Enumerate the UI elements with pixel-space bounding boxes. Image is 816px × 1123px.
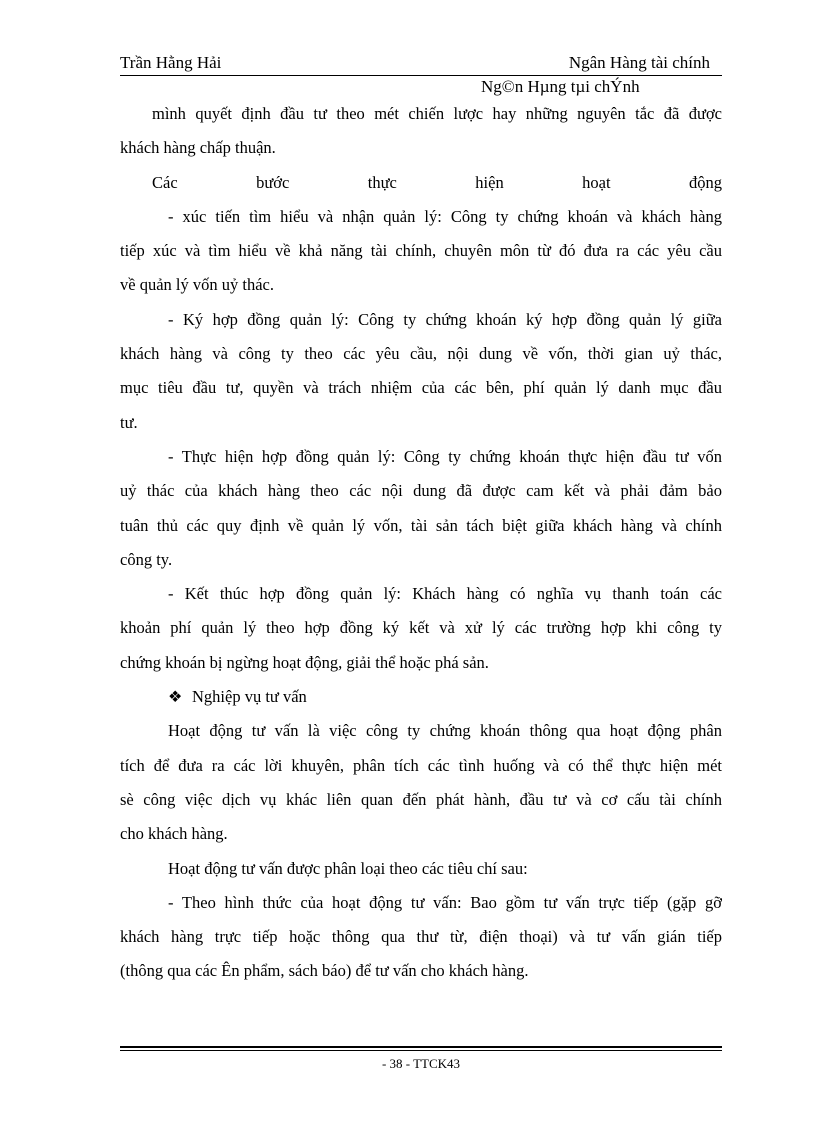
header-section: Ngân Hàng tài chính xyxy=(568,53,710,72)
body-line: cho khách hàng. xyxy=(120,824,228,844)
body-line: khách hàng chấp thuận. xyxy=(120,138,276,158)
body-line: chứng khoán bị ngừng hoạt động, giải thể hoặc phá sản. xyxy=(120,652,489,672)
body-line: uỷ thác của khách hàng theo các nội dung đã được cam kết và phải đảm bảo xyxy=(120,481,722,501)
footer-rule-thick xyxy=(120,1046,722,1048)
body-line: tích để đưa ra các lời khuyên, phân tích các tình huống và có thể thực hiện mét xyxy=(120,755,722,775)
body-line: sè công việc dịch vụ khác liên quan đến phát hành, đầu tư và cơ cấu tài chính xyxy=(120,789,722,809)
body-line: - Ký hợp đồng quản lý: Công ty chứng khoán ký hợp đồng quản lý giữa xyxy=(168,309,722,329)
page-header xyxy=(120,50,722,76)
header-rule xyxy=(120,75,722,76)
body-line: tư. xyxy=(120,412,138,432)
header-garbled-subtitle: Ng©n Hµng tµi chÝnh xyxy=(481,77,640,96)
footer-rule-thin xyxy=(120,1050,722,1051)
body-line: - Kết thúc hợp đồng quản lý: Khách hàng có nghĩa vụ thanh toán các xyxy=(168,584,722,604)
body-line: - xúc tiến tìm hiểu và nhận quản lý: Công ty chứng khoán và khách hàng xyxy=(168,206,722,226)
body-line: khoản phí quản lý theo hợp đồng ký kết và xử lý các trường hợp khi công ty xyxy=(120,618,722,638)
body-line: Hoạt động tư vấn là việc công ty chứng khoán thông qua hoạt động phân xyxy=(168,721,722,741)
body-line: công ty. xyxy=(120,549,173,569)
header-author: Trần Hằng Hải xyxy=(120,53,222,72)
body-line: mình quyết định đầu tư theo mét chiến lược hay những nguyên tắc đã được xyxy=(152,104,722,123)
body-line: mục tiêu đầu tư, quyền và trách nhiệm của các bên, phí quản lý danh mục đầu xyxy=(120,378,722,398)
page-number: - 38 - TTCK43 xyxy=(381,1056,461,1071)
section-heading-text: Nghiệp vụ tư vấn xyxy=(192,687,307,707)
body-line: tiếp xúc và tìm hiểu về khả năng tài chính, chuyên môn từ đó đưa ra các yêu cầu xyxy=(120,241,722,261)
body-line: khách hàng và công ty theo các yêu cầu, nội dung về vốn, thời gian uỷ thác, xyxy=(120,344,722,364)
body-line: Hoạt động tư vấn được phân loại theo các tiêu chí sau: xyxy=(168,858,528,878)
body-line: khách hàng trực tiếp hoặc thông qua thư từ, điện thoại) và tư vấn gián tiếp xyxy=(120,927,722,947)
document-body xyxy=(120,100,722,992)
section-heading xyxy=(120,683,722,717)
body-line: tuân thủ các quy định về quản lý vốn, tài sản tách biệt giữa khách hàng và chính xyxy=(120,515,722,535)
page-footer xyxy=(120,1046,722,1072)
body-line: Các bước thực hiện hoạt động xyxy=(152,172,722,192)
body-line: - Theo hình thức của hoạt động tư vấn: Bao gồm tư vấn trực tiếp (gặp gỡ xyxy=(168,892,722,912)
body-line: về quản lý vốn uỷ thác. xyxy=(120,275,274,295)
body-line: - Thực hiện hợp đồng quản lý: Công ty chứng khoán thực hiện đầu tư vốn xyxy=(168,446,722,466)
diamond-bullet-icon: ❖ xyxy=(168,689,183,707)
body-line: (thông qua các Ên phẩm, sách báo) để tư vấn cho khách hàng. xyxy=(120,961,529,981)
